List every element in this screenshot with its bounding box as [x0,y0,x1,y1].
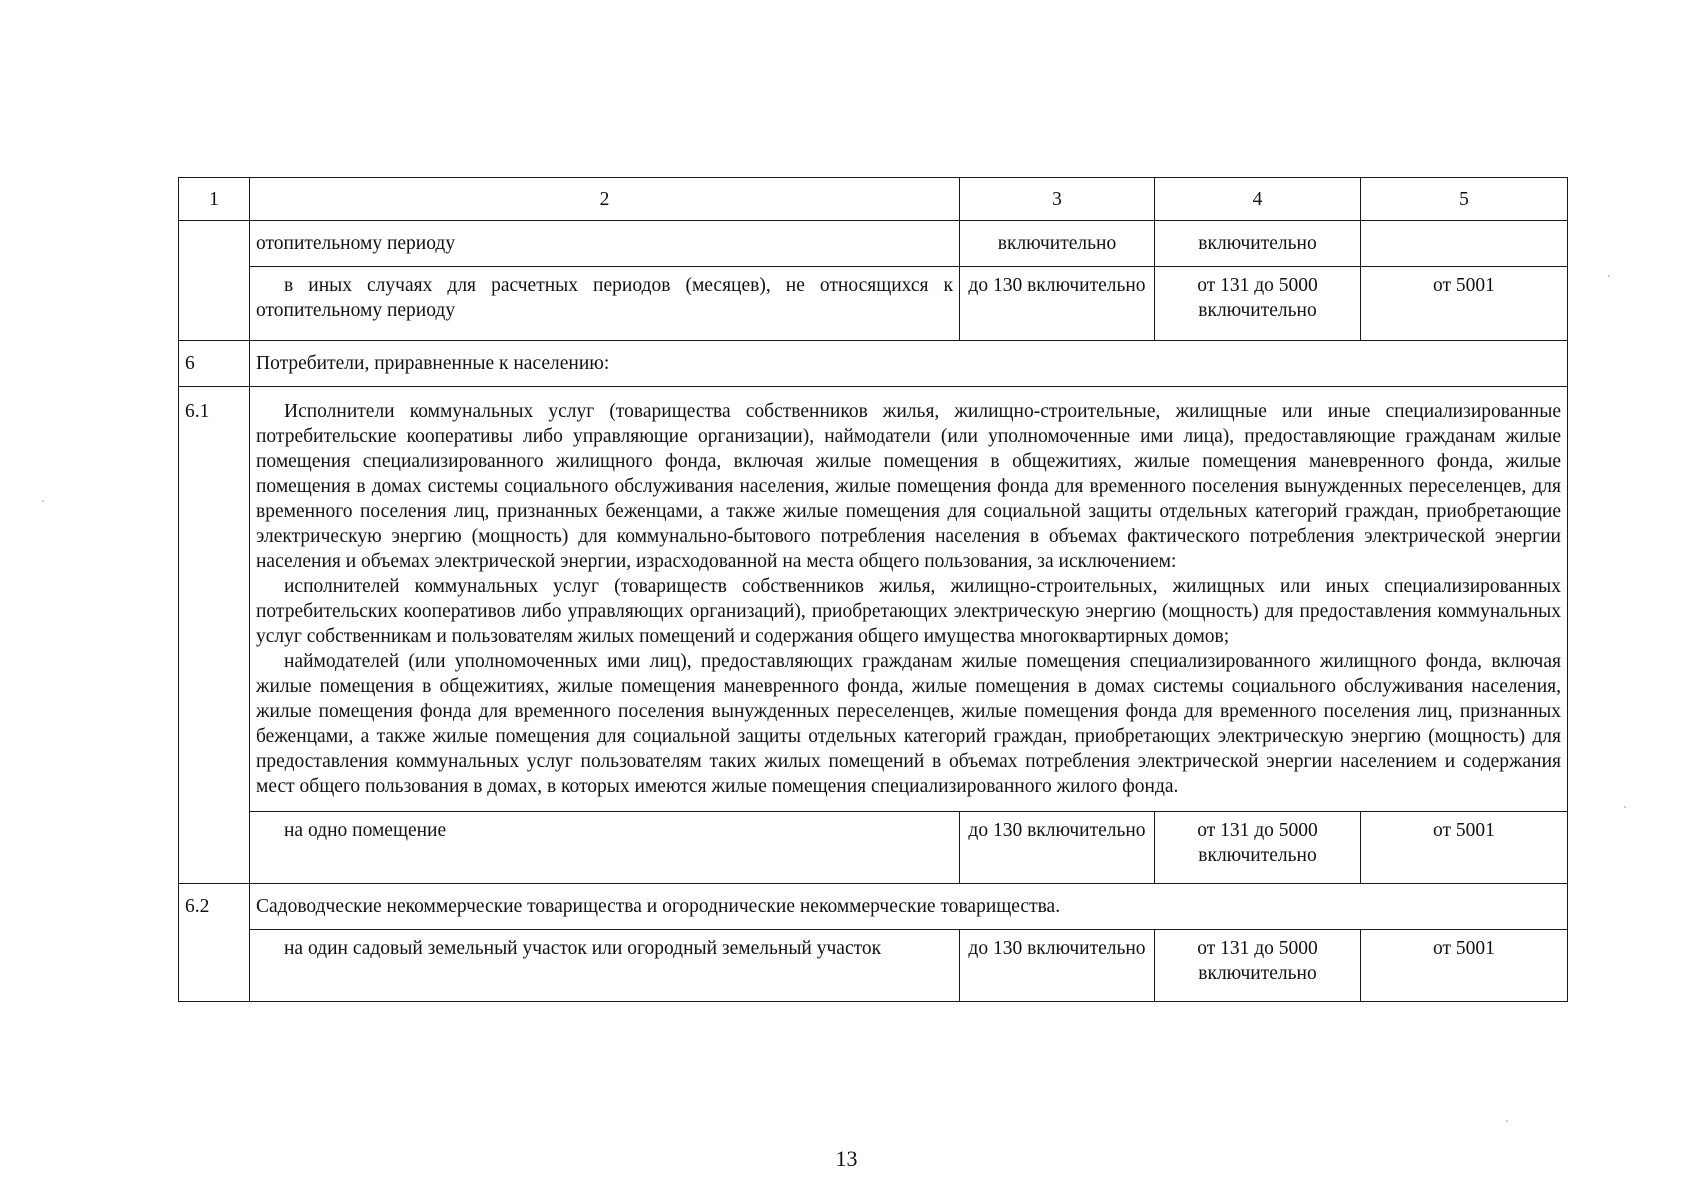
range-high: от 5001 [1361,930,1568,1002]
header-col-1: 1 [179,178,250,221]
section-title: Потребители, приравненные к населению: [250,341,1568,387]
range-low: до 130 включительно [960,930,1155,1002]
range-mid: от 131 до 5000 включительно [1155,812,1361,884]
section-text [250,387,1568,812]
header-col-3: 3 [960,178,1155,221]
section-paragraph: наймодателей (или уполномоченных ими лиц), предоставляющих гражданам жилые помещения специализированного жилищного фонда, включая жилые помещения в общежитиях, жилые помещения маневренного фонда, жилые помещения в домах системы социального обслуживания населения, жилые помещения фонда для временного поселения вынужденных переселенцев, жилые помещения фонда для временного поселения лиц, признанных беженцами, а также жилые помещения для социальной защиты отдельных категорий граждан, приобретающих электрическую энергию (мощность) для предоставления коммунальных услуг пользователям таких жилых помещений в объемах потребления электрической энергии населением и содержания мест общего пользования в домах, в которых имеются жилые помещения специализированного жилого фонда. [256,651,1561,797]
table-row [179,267,1568,341]
range-low: до 130 включительно [960,812,1155,884]
tariff-table [178,177,1568,1002]
table-row [179,221,1568,267]
table-row [179,812,1568,884]
range-mid: от 131 до 5000 включительно [1155,267,1361,341]
section-paragraph: исполнителей коммунальных услуг (товариществ собственников жилья, жилищно-строительных, жилищных или иных специализированных потребительских кооперативов либо управляющих организаций), приобретающих электрическую энергию (мощность) для предоставления коммунальных услуг собственникам и пользователям жилых помещений и содержания общего имущества многоквартирных домов; [256,576,1561,647]
section-number: 6 [179,341,250,387]
header-col-4: 4 [1155,178,1361,221]
range-high: от 5001 [1361,812,1568,884]
scan-speck [1506,1120,1508,1122]
section-number: 6.1 [179,387,250,884]
section-title: Садоводческие некоммерческие товарищества и огороднические некоммерческие товарищества. [250,884,1568,930]
range-mid: от 131 до 5000 включительно [1155,930,1361,1002]
range-low: включительно [960,221,1155,267]
section-number: 6.2 [179,884,250,1002]
row-description: на одно помещение [250,812,960,884]
scan-speck [1608,275,1610,277]
page-number: 13 [835,1146,858,1171]
header-row [179,178,1568,221]
scan-speck [1624,806,1626,808]
row-description: отопительному периоду [250,221,960,267]
section-paragraph: Исполнители коммунальных услуг (товарищества собственников жилья, жилищно-строительные, жилищные или иные специализированные потребительские кооперативы либо управляющие организации), наймодатели (или уполномоченные ими лица), предоставляющие гражданам жилые помещения специализированного жилищного фонда, включая жилые помещения в общежитиях, жилые помещения маневренного фонда, жилые помещения в домах системы социального обслуживания населения, жилые помещения фонда для временного поселения вынужденных переселенцев, для временного поселения лиц, признанных беженцами, а также жилые помещения для социальной защиты отдельных категорий граждан, приобретающие электрическую энергию (мощность) для коммунально-бытового потребления населения в объемах фактического потребления электрической энергии населения и объемах электрической энергии, израсходованной на места общего пользования, за исключением: [256,401,1561,572]
header-col-5: 5 [1361,178,1568,221]
range-low: до 130 включительно [960,267,1155,341]
range-high: от 5001 [1361,267,1568,341]
table-row [179,930,1568,1002]
row-description: на один садовый земельный участок или огородный земельный участок [250,930,960,1002]
range-mid: включительно [1155,221,1361,267]
range-high [1361,221,1568,267]
scan-speck [42,500,44,502]
header-col-2: 2 [250,178,960,221]
section-row [179,387,1568,812]
row-description: в иных случаях для расчетных периодов (месяцев), не относящихся к отопительному периоду [250,267,960,341]
section-row [179,884,1568,930]
section-row [179,341,1568,387]
row-number-empty [179,221,250,341]
